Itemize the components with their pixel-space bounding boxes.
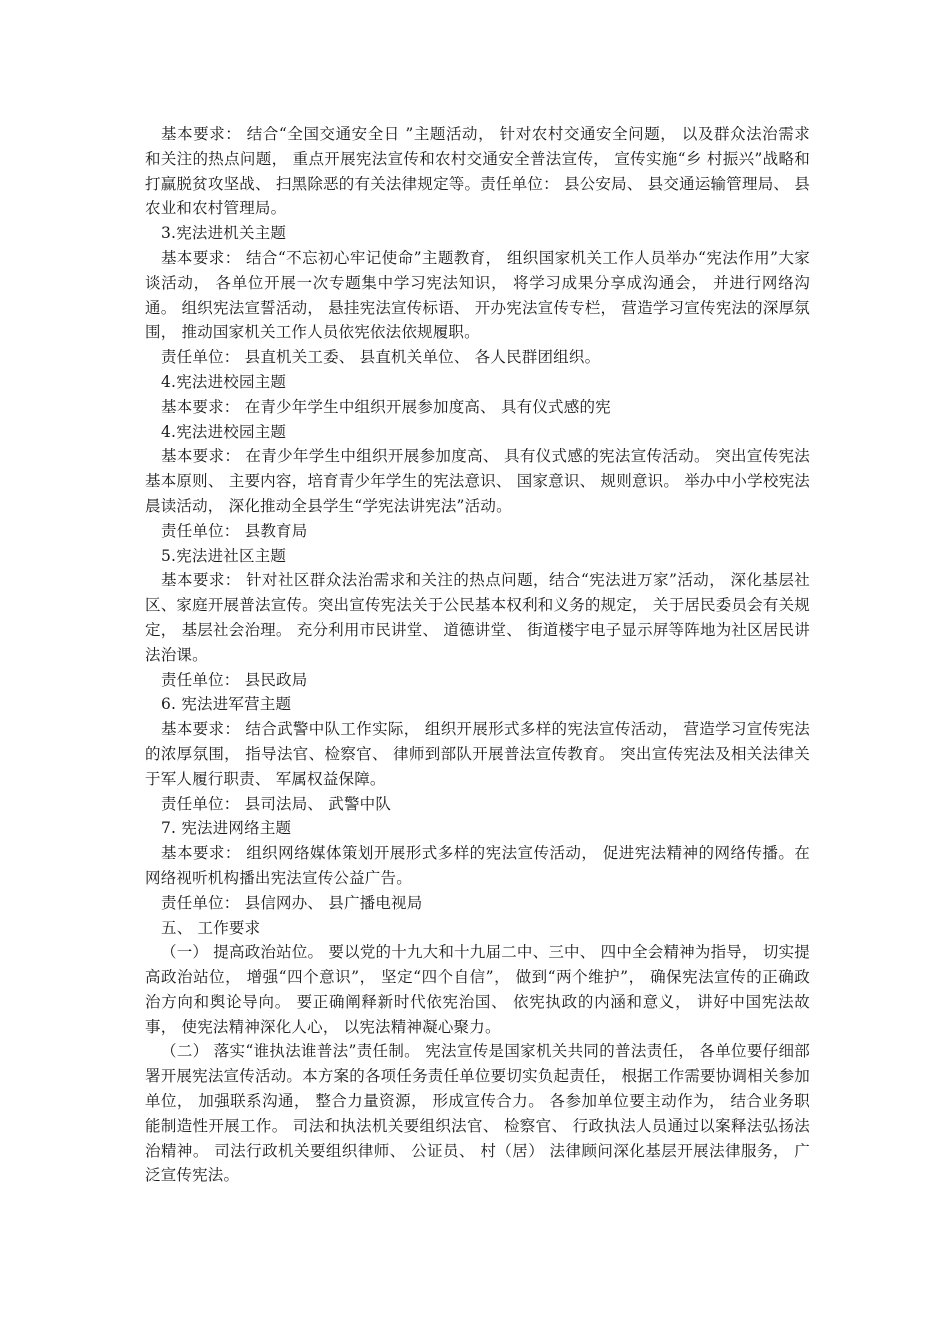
paragraph-government-responsible-units: 责任单位： 县直机关工委、 县直机关单位、 各人民群团组织。	[161, 348, 601, 367]
paragraph-campus-requirements-fragment: 基本要求： 在青少年学生中组织开展参加度高、 具有仪式感的宪	[161, 397, 611, 416]
heading-constitution-in-campus: 4.宪法进校园主题	[161, 372, 287, 391]
paragraph-traffic-requirements: 基本要求： 结合“全国交通安全日 ”主题活动， 针对农村交通安全问题， 以及群众法治需求和关注的热点问题， 重点开展宪法宣传和农村交通安全普法宣传， 宣传实施“乡 村振兴”战略和打赢脱贫攻坚战、 扫黑除恶的有关法律规定等。责任单位： 县公安局、 县交通运输管理局、 县农业和农村管理局。	[145, 125, 810, 218]
paragraph-responsibility-system: （二） 落实“谁执法谁普法”责任制。 宪法宣传是国家机关共同的普法责任， 各单位要仔细部署开展宪法宣传活动。本方案的各项任务责任单位要切实负起责任， 根据工作需要协调相关参加单位， 加强联系沟通， 整合力量资源， 形成宣传合力。 各参加单位要主动作为， 结合业务职能制造性开展工作。 司法和执法机关要组织法官、 检察官、 行政执法人员通过以案释法弘扬法治精神。 司法行政机关要组织律师、 公证员、 村（居） 法律顾问深化基层开展法律服务， 广泛宣传宪法。	[145, 1042, 810, 1185]
paragraph-community-responsible-units: 责任单位： 县民政局	[161, 670, 308, 689]
heading-constitution-in-government: 3.宪法进机关主题	[161, 224, 287, 243]
paragraph-political-stance: （一） 提高政治站位。 要以党的十九大和十九届二中、三中、 四中全会精神为指导， 切实提高政治站位， 增强“四个意识”， 坚定“四个自信”， 做到“两个维护”， 确保宪法宣传的正确政治方向和舆论导向。 要正确阐释新时代依宪治国、 依宪执政的内涵和意义， 讲好中国宪法故事， 使宪法精神深化人心， 以宪法精神凝心聚力。	[145, 943, 810, 1036]
heading-work-requirements: 五、 工作要求	[161, 918, 261, 937]
paragraph-online-responsible-units: 责任单位： 县信网办、 县广播电视局	[161, 893, 423, 912]
heading-constitution-online: 7. 宪法进网络主题	[161, 819, 292, 838]
paragraph-online-requirements: 基本要求： 组织网络媒体策划开展形式多样的宪法宣传活动， 促进宪法精神的网络传播。在网络视听机构播出宪法宣传公益广告。	[145, 844, 810, 887]
heading-constitution-in-community: 5.宪法进社区主题	[161, 546, 287, 565]
paragraph-barracks-requirements: 基本要求： 结合武警中队工作实际， 组织开展形式多样的宪法宣传活动， 营造学习宣传宪法的浓厚氛围， 指导法官、检察官、 律师到部队开展普法宣传教育。 突出宣传宪法及相关法律关于军人履行职责、 军属权益保障。	[145, 720, 810, 788]
paragraph-community-requirements: 基本要求： 针对社区群众法治需求和关注的热点问题，结合“宪法进万家”活动， 深化基层社区、家庭开展普法宣传。突出宣传宪法关于公民基本权利和义务的规定， 关于居民委员会有关规定， 基层社会治理。 充分利用市民讲堂、 道德讲堂、 街道楼宇电子显示屏等阵地为社区居民讲法治课。	[145, 571, 810, 664]
heading-constitution-in-campus-repeat: 4.宪法进校园主题	[161, 422, 287, 441]
paragraph-campus-responsible-units: 责任单位： 县教育局	[161, 521, 308, 540]
paragraph-government-requirements: 基本要求： 结合“不忘初心牢记使命”主题教育， 组织国家机关工作人员举办“宪法作用”大家谈活动， 各单位开展一次专题集中学习宪法知识， 将学习成果分享成沟通会， 并进行网络沟通。 组织宪法宣誓活动， 悬挂宪法宣传标语、 开办宪法宣传专栏， 营造学习宣传宪法的深厚氛围， 推动国家机关工作人员依宪依法依规履职。	[145, 248, 810, 342]
paragraph-campus-requirements: 基本要求： 在青少年学生中组织开展参加度高、 具有仪式感的宪法宣传活动。 突出宣传宪法基本原则、 主要内容，培育青少年学生的宪法意识、 国家意识、 规则意识。 举办中小学校宪法晨读活动， 深化推动全县学生“学宪法讲宪法”活动。	[145, 447, 810, 515]
paragraph-barracks-responsible-units: 责任单位： 县司法局、 武警中队	[161, 794, 392, 813]
heading-constitution-in-barracks: 6. 宪法进军营主题	[161, 695, 292, 714]
document-body	[145, 122, 810, 1188]
